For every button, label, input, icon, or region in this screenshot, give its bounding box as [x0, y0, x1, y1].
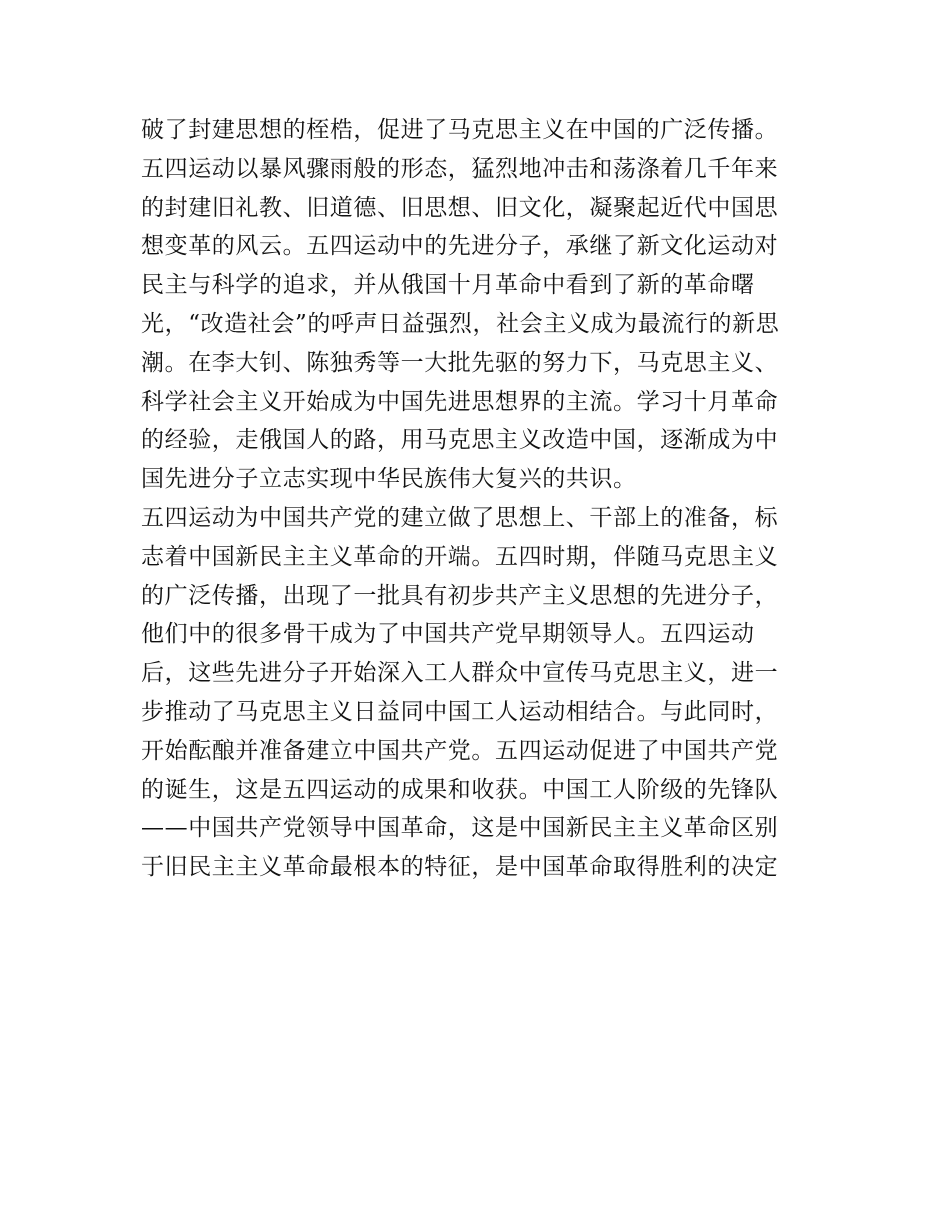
text-line: 国先进分子立志实现中华民族伟大复兴的共识。	[141, 466, 637, 493]
text-line: 光，“改造社会”的呼声日益强烈，社会主义成为最流行的新思	[141, 310, 780, 337]
text-line: 五四运动以暴风骤雨般的形态，猛烈地冲击和荡涤着几千年来	[141, 155, 779, 182]
text-line: 步推动了马克思主义日益同中国工人运动相结合。与此同时，	[141, 698, 779, 725]
text-line: 的广泛传播，出现了一批具有初步共产主义思想的先进分子，	[141, 582, 779, 609]
text-line: 潮。在李大钊、陈独秀等一大批先驱的努力下，马克思主义、	[141, 349, 779, 376]
text-line: ——中国共产党领导中国革命，这是中国新民主主义革命区别	[141, 815, 779, 842]
text-line: 的诞生，这是五四运动的成果和收获。中国工人阶级的先锋队	[141, 776, 779, 803]
text-line: 后，这些先进分子开始深入工人群众中宣传马克思主义，进一	[141, 660, 779, 687]
text-line: 民主与科学的追求，并从俄国十月革命中看到了新的革命曙	[141, 272, 755, 299]
text-line: 于旧民主主义革命最根本的特征，是中国革命取得胜利的决定	[141, 854, 779, 881]
text-line: 志着中国新民主主义革命的开端。五四时期，伴随马克思主义	[141, 543, 779, 570]
text-line: 的封建旧礼教、旧道德、旧思想、旧文化，凝聚起近代中国思	[141, 194, 779, 221]
text-line: 破了封建思想的桎梏，促进了马克思主义在中国的广泛传播。	[141, 117, 779, 143]
text-line: 科学社会主义开始成为中国先进思想界的主流。学习十月革命	[141, 388, 779, 415]
text-line: 想变革的风云。五四运动中的先进分子，承继了新文化运动对	[141, 233, 779, 260]
text-line: 开始酝酿并准备建立中国共产党。五四运动促进了中国共产党	[141, 737, 779, 764]
body-text	[141, 111, 821, 887]
text-line: 五四运动为中国共产党的建立做了思想上、干部上的准备，标	[141, 504, 779, 531]
text-line: 他们中的很多骨干成为了中国共产党早期领导人。五四运动	[141, 621, 755, 648]
text-line: 的经验，走俄国人的路，用马克思主义改造中国，逐渐成为中	[141, 427, 779, 454]
